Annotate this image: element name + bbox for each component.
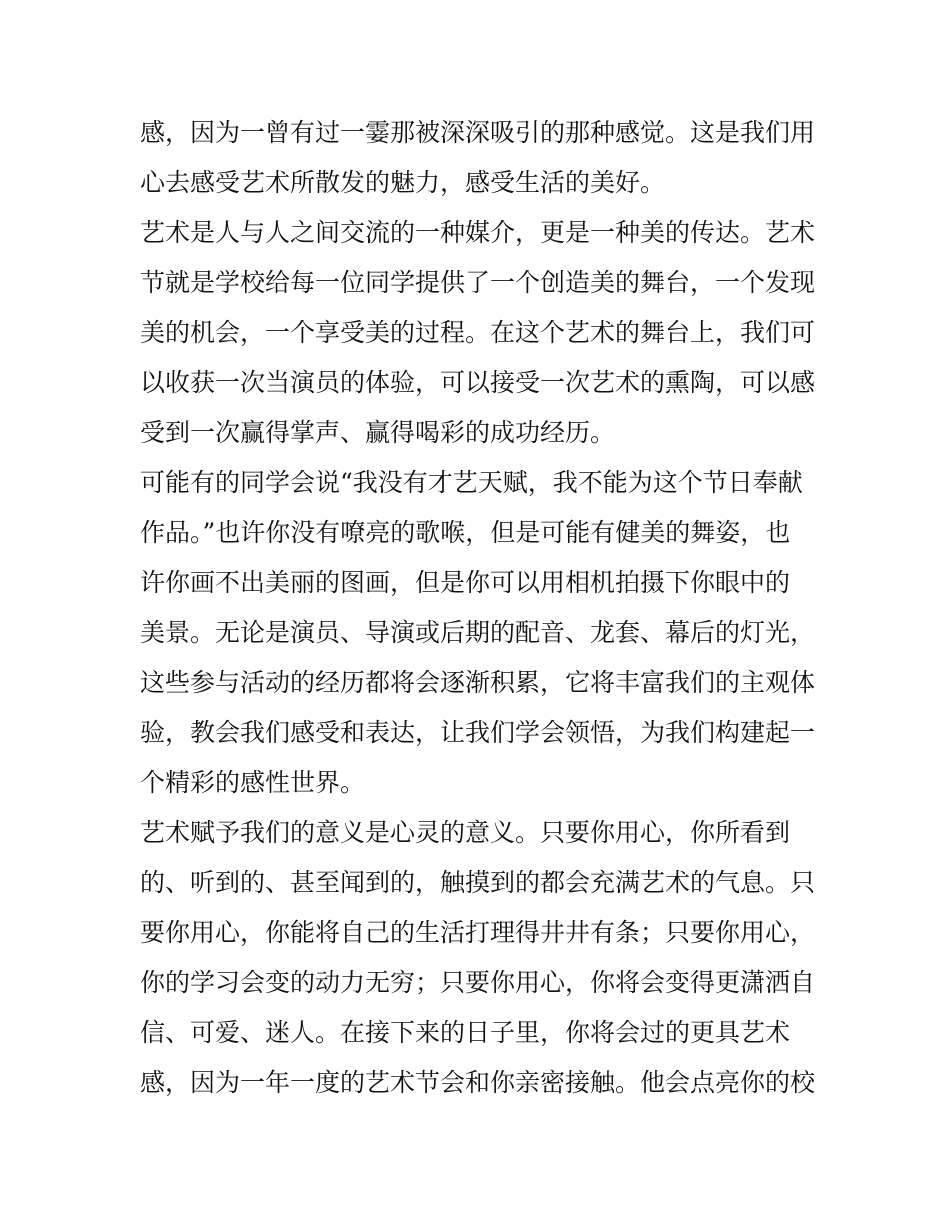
text-line: 以收获一次当演员的体验，可以接受一次艺术的熏陶，可以感 (140, 368, 816, 397)
text-line: 要你用心，你能将自己的生活打理得井井有条；只要你用心， (140, 918, 816, 947)
text-line: 的、听到的、甚至闻到的，触摸到的都会充满艺术的气息。只 (140, 868, 816, 897)
text-line: 心去感受艺术所散发的魅力，感受生活的美好。 (140, 168, 666, 197)
text-line: 感，因为一曾有过一霎那被深深吸引的那种感觉。这是我们用 (140, 118, 816, 147)
text-line: 感，因为一年一度的艺术节会和你亲密接触。他会点亮你的校 (140, 1068, 816, 1097)
text-line: 节就是学校给每一位同学提供了一个创造美的舞台，一个发现 (140, 268, 816, 297)
body-text (140, 108, 820, 1108)
text-line: 这些参与活动的经历都将会逐渐积累，它将丰富我们的主观体 (140, 668, 816, 697)
text-line: 美景。无论是演员、导演或后期的配音、龙套、幕后的灯光， (140, 618, 816, 647)
text-line: 受到一次赢得掌声、赢得喝彩的成功经历。 (140, 418, 616, 447)
text-line: 艺术是人与人之间交流的一种媒介，更是一种美的传达。艺术 (140, 218, 816, 247)
text-line: 个精彩的感性世界。 (140, 768, 366, 797)
text-line: 美的机会，一个享受美的过程。在这个艺术的舞台上，我们可 (140, 318, 816, 347)
text-line: 作品。”也许你没有嘹亮的歌喉，但是可能有健美的舞姿，也 (140, 518, 791, 547)
text-line: 可能有的同学会说“我没有才艺天赋，我不能为这个节日奉献 (140, 468, 803, 497)
text-line: 验，教会我们感受和表达，让我们学会领悟，为我们构建起一 (140, 718, 816, 747)
text-line: 信、可爱、迷人。在接下来的日子里，你将会过的更具艺术 (140, 1018, 791, 1047)
text-line: 你的学习会变的动力无穷；只要你用心，你将会变得更潇洒自 (140, 968, 816, 997)
text-line: 许你画不出美丽的图画，但是你可以用相机拍摄下你眼中的 (140, 568, 791, 597)
text-line: 艺术赋予我们的意义是心灵的意义。只要你用心，你所看到 (140, 818, 791, 847)
